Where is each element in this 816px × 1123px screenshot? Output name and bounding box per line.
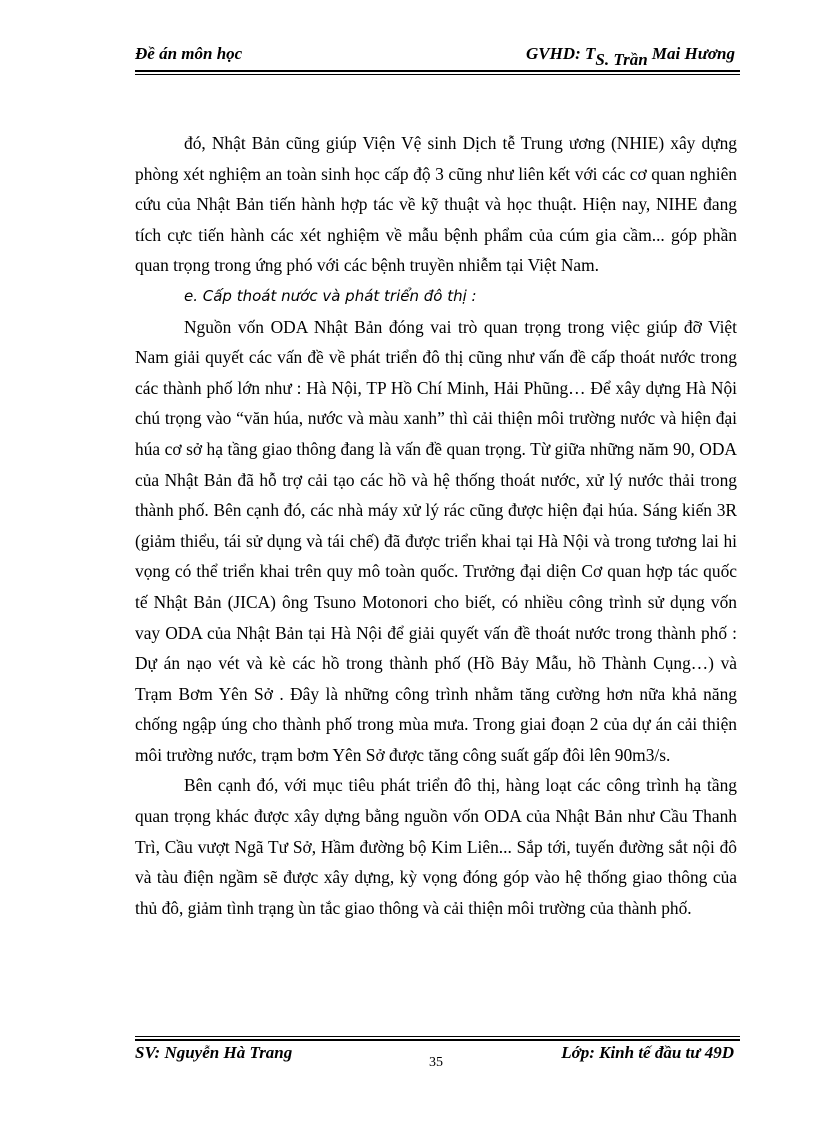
page-header: [135, 44, 735, 68]
section-heading: e. Cấp thoát nước và phát triển đô thị :: [184, 286, 477, 305]
page-number: 35: [429, 1055, 443, 1070]
document-body: [135, 128, 737, 923]
header-advisor-name: Mai Hương: [647, 44, 735, 63]
footer-student: SV: Nguyễn Hà Trang: [135, 1043, 293, 1062]
footer-rule-thin: [135, 1036, 740, 1037]
footer-rule-thick: [135, 1039, 740, 1041]
header-advisor: [525, 44, 735, 69]
paragraph-continuation: đó, Nhật Bản cũng giúp Viện Vệ sinh Dịch tễ Trung ương (NHIE) xây dựng phòng xét nghiệm an toàn sinh học cấp độ 3 cũng như liên kết với các cơ quan nghiên cứu của Nhật Bản tiến hành hợp tác về kỹ thuật và học thuật. Hiện nay, NIHE đang tích cực tiến hành các xét nghiệm về mẫu bệnh phẩm của cúm gia cầm... góp phần quan trọng trong ứng phó với các bệnh truyền nhiễm tại Việt Nam.: [135, 133, 737, 276]
header-rule-thick: [135, 70, 740, 72]
paragraph-water-supply: Nguồn vốn ODA Nhật Bản đóng vai trò quan trọng trong việc giúp đỡ Việt Nam giải quyết các vấn đề về phát triển đô thị cũng như vấn đề cấp thoát nước trong các thành phố lớn như : Hà Nội, TP Hồ Chí Minh, Hải Phũng… Để xây dựng Hà Nội chú trọng vào “văn húa, nước và màu xanh” thì cải thiện môi trường nước và hiện đại húa cơ sở hạ tầng giao thông đang là vấn đề quan trọng. Từ giữa những năm 90, ODA của Nhật Bản đã hỗ trợ cải tạo các hồ và hệ thống thoát nước, xử lý nước thải trong thành phố. Bên cạnh đó, các nhà máy xử lý rác cũng được hiện đại húa. Sáng kiến 3R (giảm thiểu, tái sử dụng và tái chế) đã được triển khai tại Hà Nội và trong tương lai hi vọng có thể triển khai trên quy mô toàn quốc. Trưởng đại diện Cơ quan hợp tác quốc tế Nhật Bản (JICA) ông Tsuno Motonori cho biết, có nhiều công trình sử dụng vốn vay ODA của Nhật Bản tại Hà Nội để giải quyết vấn đề thoát nước trong thành phố : Dự án nạo vét và kè các hồ trong thành phố (Hồ Bảy Mẫu, hồ Thành Cụng…) và Trạm Bơm Yên Sở . Đây là những công trình nhằm tăng cường hơn nữa khả năng chống ngập úng cho thành phố trong mùa mưa. Trong giai đoạn 2 của dự án cải thiện môi trường nước, trạm bơm Yên Sở được tăng công suất gấp đôi lên 90m3/s.: [135, 316, 737, 765]
header-advisor-prefix: GVHD: T: [525, 44, 596, 63]
header-rule-thin: [135, 74, 740, 75]
header-course-title: Đề án môn học: [135, 44, 243, 63]
footer-class: Lớp: Kinh tế đầu tư 49D: [561, 1043, 734, 1062]
header-advisor-sub: S. Trần: [595, 50, 648, 69]
paragraph-urban-development: Bên cạnh đó, với mục tiêu phát triển đô thị, hàng loạt các công trình hạ tầng quan trọng khác được xây dựng bằng nguồn vốn ODA của Nhật Bản như Cầu Thanh Trì, Cầu vượt Ngã Tư Sở, Hầm đường bộ Kim Liên... Sắp tới, tuyến đường sắt nội đô và tàu điện ngầm sẽ được xây dựng, kỳ vọng đóng góp vào hệ thống giao thông của thủ đô, giảm tình trạng ùn tắc giao thông và cải thiện môi trường của thành phố.: [135, 775, 737, 918]
